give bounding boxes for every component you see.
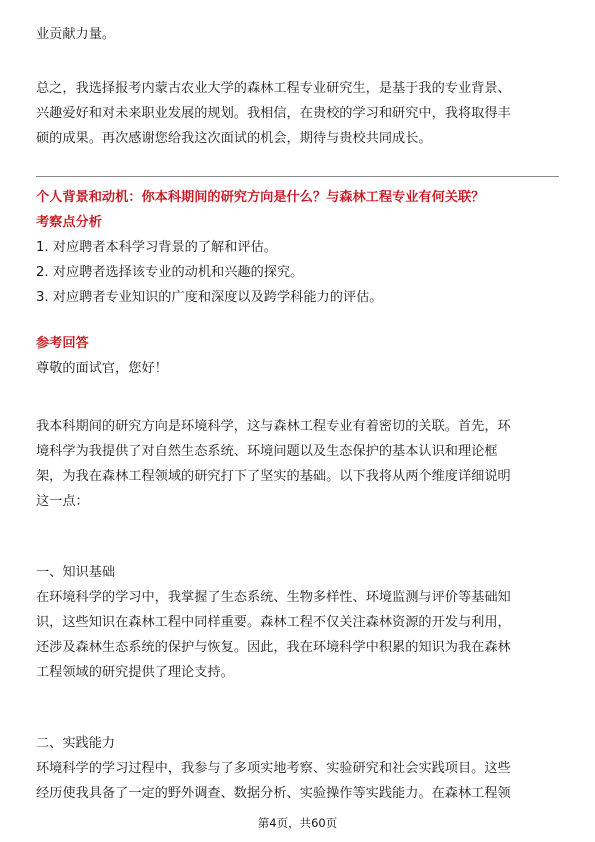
section2-paragraph (36, 756, 561, 806)
section-divider (36, 176, 559, 177)
text-line: 尊敬的面试官，您好！ (36, 361, 168, 376)
question-title: 个人背景和动机：你本科期间的研究方向是什么？与森林工程专业有何关联？ (36, 190, 485, 205)
analysis-list (36, 235, 561, 310)
text-line: 这一点： (36, 494, 89, 509)
section1-heading (36, 560, 561, 585)
section2-heading (36, 731, 561, 756)
text-line: 我本科期间的研究方向是环境科学，这与森林工程专业有着密切的关联。首先，环 (36, 419, 511, 434)
intro-paragraph (36, 22, 561, 47)
text-line: 环境科学的学习过程中，我参与了多项实地考察、实验研究和社会实践项目。这些 (36, 761, 511, 776)
answer-heading: 参考回答 (36, 336, 89, 351)
analysis-heading: 考察点分析 (36, 215, 102, 230)
text-line: 境科学为我提供了对自然生态系统、环境问题以及生态保护的基本认识和理论框 (36, 444, 498, 459)
text-line: 兴趣爱好和对未来职业发展的规划。我相信，在贵校的学习和研究中，我将取得丰 (36, 106, 511, 121)
list-item: 2. 对应聘者选择该专业的动机和兴趣的探究。 (36, 265, 304, 280)
greeting (36, 356, 561, 381)
list-item: 1. 对应聘者本科学习背景的了解和评估。 (36, 240, 277, 255)
text-line: 在环境科学的学习中，我掌握了生态系统、生物多样性、环境监测与评价等基础知 (36, 590, 511, 605)
text-line: 二、实践能力 (36, 736, 116, 751)
text-line: 硕的成果。再次感谢您给我这次面试的机会，期待与贵校共同成长。 (36, 131, 432, 146)
answer-paragraph-1 (36, 414, 561, 514)
text-line: 一、知识基础 (36, 565, 116, 580)
page-number: 第4页，共60页 (257, 816, 338, 830)
text-line: 业贡献力量。 (36, 27, 116, 42)
text-line: 识，这些知识在森林工程中同样重要。森林工程不仅关注森林资源的开发与利用， (36, 615, 511, 630)
text-line: 还涉及森林生态系统的保护与恢复。因此，我在环境科学中积累的知识为我在森林 (36, 640, 511, 655)
section1-paragraph (36, 585, 561, 685)
text-line: 经历使我具备了一定的野外调查、数据分析、实验操作等实践能力。在森林工程领 (36, 786, 511, 801)
text-line: 总之，我选择报考内蒙古农业大学的森林工程专业研究生，是基于我的专业背景、 (36, 81, 511, 96)
list-item: 3. 对应聘者专业知识的广度和深度以及跨学科能力的评估。 (36, 290, 383, 305)
conclusion-paragraph (36, 76, 561, 151)
text-line: 架，为我在森林工程领域的研究打下了坚实的基础。以下我将从两个维度详细说明 (36, 469, 511, 484)
text-line: 工程领域的研究提供了理论支持。 (36, 665, 234, 680)
